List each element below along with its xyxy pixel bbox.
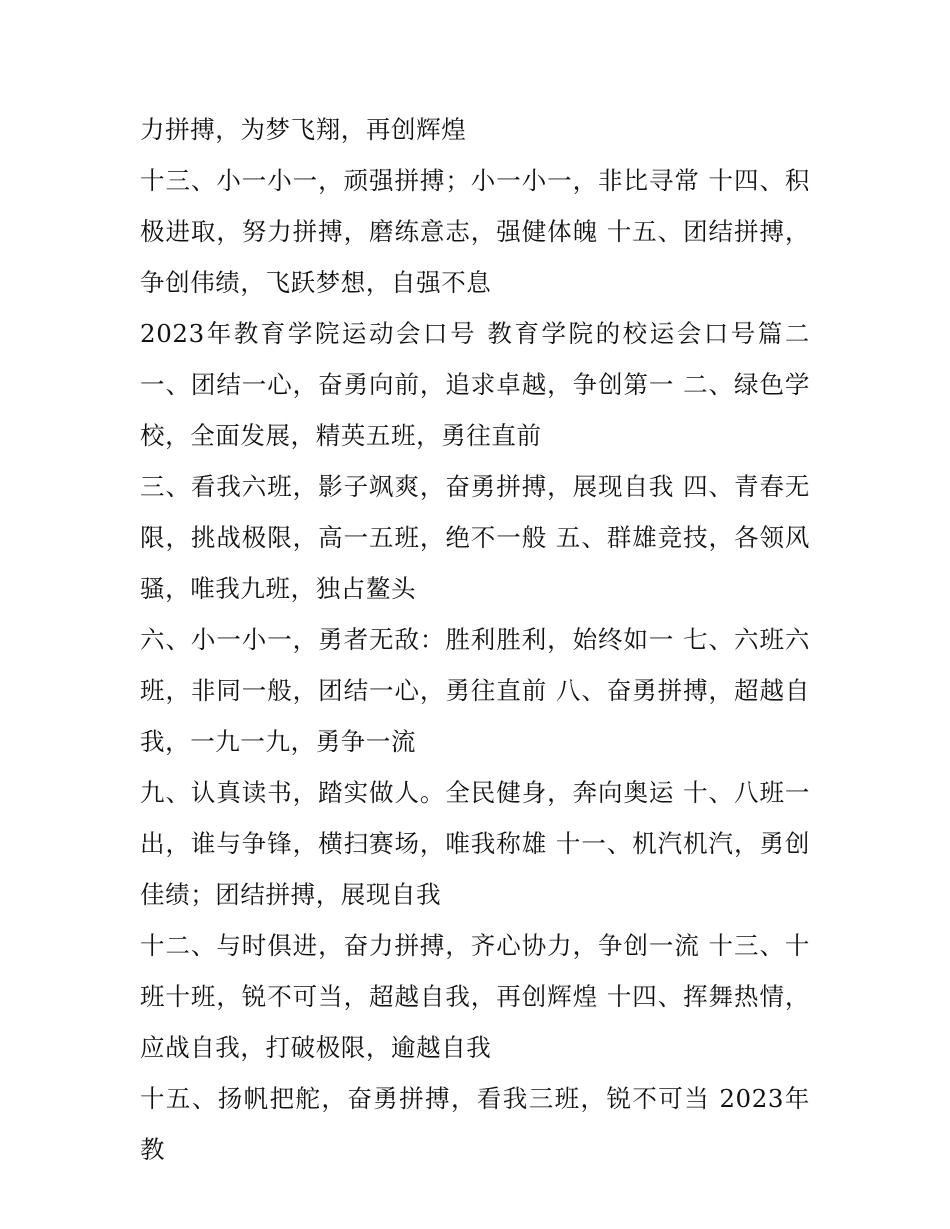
paragraph: 十五、扬帆把舵，奋勇拼搏，看我三班，锐不可当 2023年教: [140, 1084, 810, 1164]
document-body: [140, 104, 810, 1175]
paragraph: 2023年教育学院运动会口号 教育学院的校运会口号篇二 一、团结一心，奋勇向前，追求卓越，争创第一 二、绿色学校，全面发展，精英五班，勇往直前: [140, 319, 810, 450]
paragraph: 十二、与时俱进，奋力拼搏，齐心协力，争创一流 十三、十班十班，锐不可当，超越自我，再创辉煌 十四、挥舞热情，应战自我，打破极限，逾越自我: [140, 931, 810, 1062]
paragraph: 十三、小一小一，顽强拼搏；小一小一，非比寻常 十四、积极进取，努力拼搏，磨练意志，强健体魄 十五、团结拼搏，争创伟绩，飞跃梦想，自强不息: [140, 166, 810, 297]
paragraph: 九、认真读书，踏实做人。全民健身，奔向奥运 十、八班一出，谁与争锋，横扫赛场，唯我称雄 十一、机汽机汽，勇创佳绩；团结拼搏，展现自我: [140, 778, 810, 909]
paragraph: 三、看我六班，影子飒爽，奋勇拼搏，展现自我 四、青春无限，挑战极限，高一五班，绝不一般 五、群雄竞技，各领风骚，唯我九班，独占鳌头: [140, 472, 810, 603]
paragraph: 六、小一小一，勇者无敌：胜利胜利，始终如一 七、六班六班，非同一般，团结一心，勇往直前 八、奋勇拼搏，超越自我，一九一九，勇争一流: [140, 625, 810, 756]
paragraph: 力拼搏，为梦飞翔，再创辉煌: [140, 115, 467, 144]
